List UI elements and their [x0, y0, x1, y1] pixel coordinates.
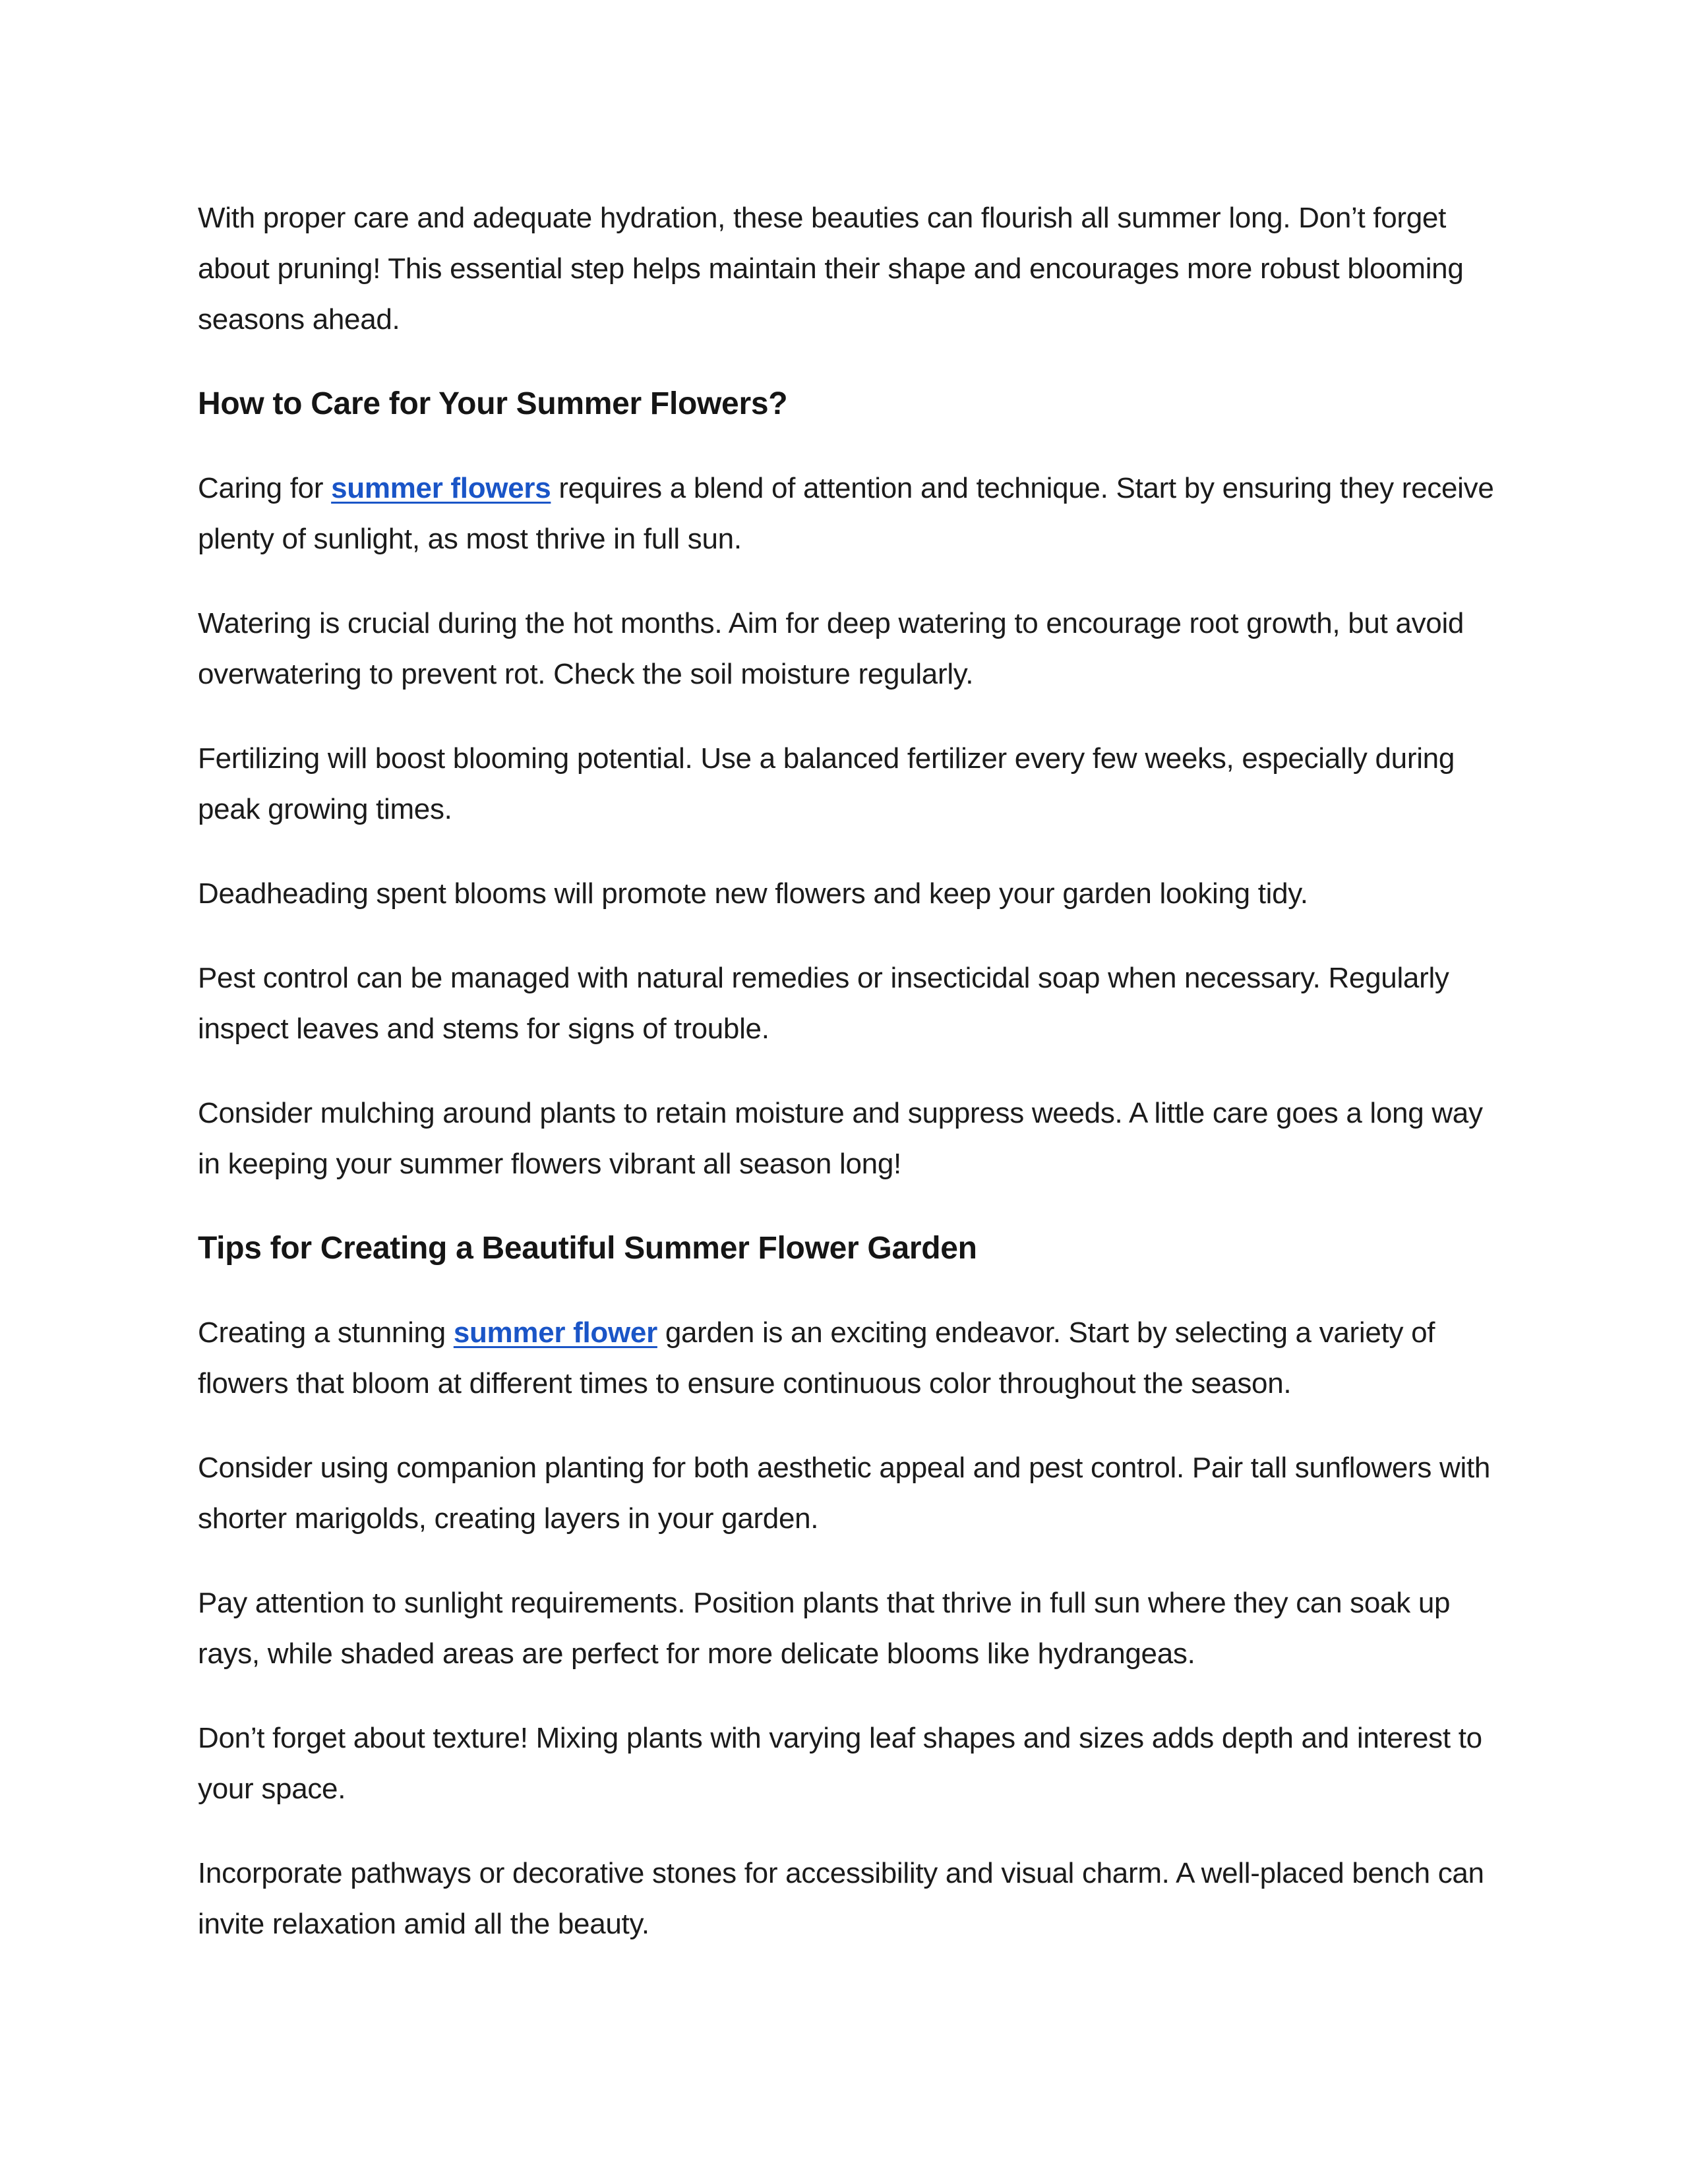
- tips-paragraph-3: Pay attention to sunlight requirements. Position plants that thrive in full sun where they can soak up rays, while shaded areas are perfect for more delicate blooms like hydrangeas.: [198, 1587, 1451, 1670]
- care-paragraph-3: Fertilizing will boost blooming potential. Use a balanced fertilizer every few weeks, especially during peak growing times.: [198, 742, 1455, 825]
- care-paragraph-5: Pest control can be managed with natural remedies or insecticidal soap when necessary. Regularly inspect leaves and stems for signs of trouble.: [198, 962, 1449, 1045]
- care-p1-text-before: Caring for: [198, 472, 332, 504]
- care-paragraph-1: [198, 463, 1497, 564]
- article-body: [198, 192, 1497, 1983]
- tips-paragraph-5: Incorporate pathways or decorative stones for accessibility and visual charm. A well-placed bench can invite relaxation amid all the beauty.: [198, 1857, 1484, 1940]
- tips-paragraph-1: [198, 1307, 1497, 1409]
- care-paragraph-2: Watering is crucial during the hot months. Aim for deep watering to encourage root growth, but avoid overwatering to prevent rot. Check the soil moisture regularly.: [198, 607, 1464, 690]
- care-paragraph-4: Deadheading spent blooms will promote new flowers and keep your garden looking tidy.: [198, 877, 1308, 910]
- intro-paragraph: With proper care and adequate hydration, these beauties can flourish all summer long. Don’t forget about pruning! This essential step helps maintain their shape and encourages more robust blooming seasons ahead.: [198, 202, 1464, 336]
- tips-p1-text-before: Creating a stunning: [198, 1316, 454, 1349]
- care-paragraph-6: Consider mulching around plants to retain moisture and suppress weeds. A little care goes a long way in keeping your summer flowers vibrant all season long!: [198, 1097, 1483, 1180]
- care-p1-text-after: requires a blend of attention and technique. Start by ensuring they receive plenty of sunlight, as most thrive in full sun.: [198, 472, 1494, 555]
- summer-flowers-link[interactable]: summer flowers: [331, 472, 551, 504]
- tips-section-heading: Tips for Creating a Beautiful Summer Flower Garden: [198, 1231, 977, 1266]
- care-section-heading: How to Care for Your Summer Flowers?: [198, 386, 788, 421]
- summer-flower-link[interactable]: summer flower: [453, 1316, 657, 1349]
- tips-paragraph-4: Don’t forget about texture! Mixing plants with varying leaf shapes and sizes adds depth and interest to your space.: [198, 1722, 1482, 1805]
- tips-paragraph-2: Consider using companion planting for both aesthetic appeal and pest control. Pair tall sunflowers with shorter marigolds, creating layers in your garden.: [198, 1452, 1491, 1535]
- tips-p1-text-after: garden is an exciting endeavor. Start by selecting a variety of flowers that bloom at different times to ensure continuous color throughout the season.: [198, 1316, 1435, 1400]
